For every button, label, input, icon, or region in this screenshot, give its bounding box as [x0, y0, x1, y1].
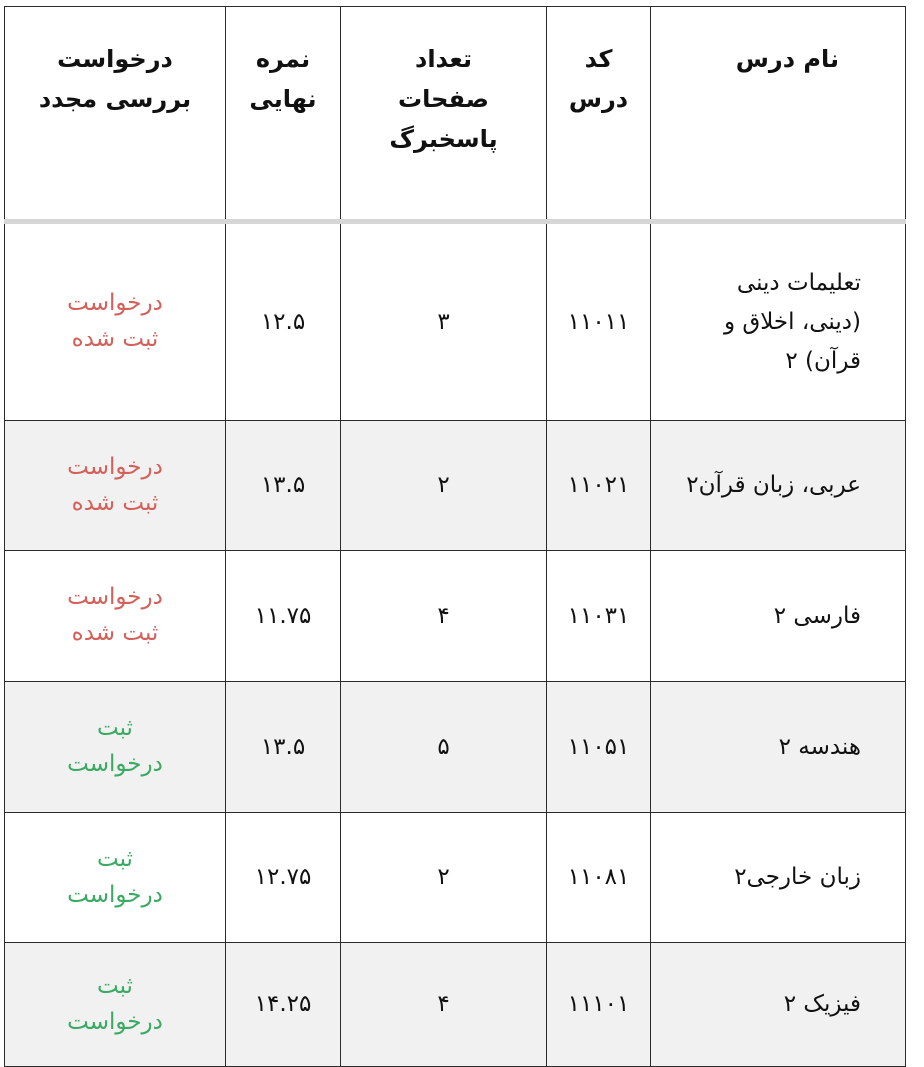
header-answer-pages-line2: صفحات: [398, 85, 489, 113]
header-course-code-line2: درس: [568, 85, 629, 113]
course-code-cell: ۱۱۱۰۱: [547, 943, 651, 1067]
submit-review-request-link[interactable]: [67, 841, 163, 913]
course-name-cell: هندسه ۲: [651, 682, 906, 813]
submit-review-request-link[interactable]: [67, 710, 163, 782]
course-name-line1: تعلیمات دینی: [736, 269, 861, 296]
final-grade-cell: ۱۲.۷۵: [226, 813, 341, 943]
course-name-line3: قرآن) ۲: [785, 347, 861, 374]
submit-review-line2[interactable]: درخواست: [67, 1008, 163, 1035]
review-status-registered: [67, 285, 163, 357]
final-grade-cell: ۱۴.۲۵: [226, 943, 341, 1067]
header-course-code-line1: کد: [584, 45, 613, 73]
table-row: [5, 551, 906, 682]
header-review-request-line1: درخواست: [57, 45, 173, 73]
table-row: [5, 813, 906, 943]
review-status-registered: [67, 449, 163, 521]
course-name-cell: فیزیک ۲: [651, 943, 906, 1067]
grades-table: [4, 6, 906, 1067]
header-answer-pages-line3: پاسخبرگ: [389, 125, 498, 153]
course-name-cell: عربی، زبان قرآن۲: [651, 421, 906, 551]
answer-pages-cell: ۴: [341, 551, 547, 682]
course-name-cell: فارسی ۲: [651, 551, 906, 682]
answer-pages-cell: ۵: [341, 682, 547, 813]
course-code-cell: ۱۱۰۲۱: [547, 421, 651, 551]
table-row: [5, 421, 906, 551]
header-final-grade: [226, 7, 341, 222]
review-request-cell: [5, 222, 226, 421]
table-row: [5, 943, 906, 1067]
review-status-registered: [67, 579, 163, 651]
course-name-line2: (دینی، اخلاق و: [723, 308, 861, 335]
answer-pages-cell: ۴: [341, 943, 547, 1067]
course-code-cell: ۱۱۰۸۱: [547, 813, 651, 943]
course-name-cell: [651, 222, 906, 421]
review-status-line1: درخواست: [67, 584, 163, 610]
header-final-grade-line2: نهایی: [249, 85, 317, 113]
header-course-name: [651, 7, 906, 222]
review-status-line2: ثبت شده: [71, 326, 159, 352]
answer-pages-cell: ۳: [341, 222, 547, 421]
course-code-cell: ۱۱۰۱۱: [547, 222, 651, 421]
final-grade-cell: ۱۱.۷۵: [226, 551, 341, 682]
header-review-request: [5, 7, 226, 222]
header-answer-pages: [341, 7, 547, 222]
header-course-code: [547, 7, 651, 222]
final-grade-cell: ۱۲.۵: [226, 222, 341, 421]
table-row: [5, 222, 906, 421]
review-request-cell: [5, 551, 226, 682]
final-grade-cell: ۱۳.۵: [226, 682, 341, 813]
course-code-cell: ۱۱۰۳۱: [547, 551, 651, 682]
review-status-line1: درخواست: [67, 453, 163, 480]
review-status-line2: ثبت شده: [71, 620, 159, 646]
review-request-cell: [5, 813, 226, 943]
review-request-cell: [5, 682, 226, 813]
review-status-line1: درخواست: [67, 290, 163, 316]
review-request-cell: [5, 421, 226, 551]
course-code-cell: ۱۱۰۵۱: [547, 682, 651, 813]
submit-review-line2[interactable]: درخواست: [67, 751, 163, 777]
answer-pages-cell: ۲: [341, 813, 547, 943]
submit-review-line1[interactable]: ثبت: [97, 845, 133, 872]
table-header-row: [5, 7, 906, 222]
review-request-cell: [5, 943, 226, 1067]
course-name-cell: زبان خارجی۲: [651, 813, 906, 943]
final-grade-cell: ۱۳.۵: [226, 421, 341, 551]
review-status-line2: ثبت شده: [71, 489, 159, 516]
submit-review-line1[interactable]: ثبت: [97, 715, 133, 741]
header-review-request-line2: بررسی مجدد: [38, 85, 192, 113]
header-final-grade-line1: نمره: [255, 45, 311, 73]
header-answer-pages-line1: تعداد: [415, 45, 472, 73]
table-row: [5, 682, 906, 813]
submit-review-line1[interactable]: ثبت: [97, 972, 133, 999]
submit-review-request-link[interactable]: [67, 968, 163, 1040]
header-course-name-label: نام درس: [735, 45, 839, 73]
submit-review-line2[interactable]: درخواست: [67, 881, 163, 908]
answer-pages-cell: ۲: [341, 421, 547, 551]
